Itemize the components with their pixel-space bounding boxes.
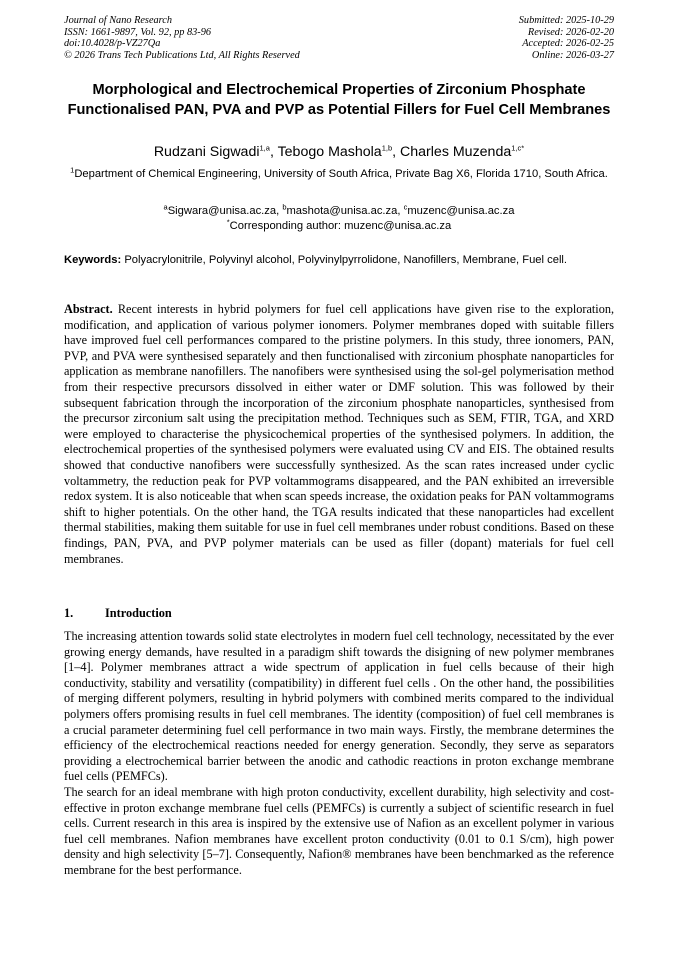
author-name: Rudzani Sigwadi (153, 144, 260, 160)
corresponding-mark: * (226, 217, 230, 227)
email-mark: a (163, 202, 168, 212)
author (400, 144, 524, 160)
paragraph: The search for an ideal membrane with high proton conductivity, excellent durability, high selectivity and cost-effective in proton exchange membrane fuel cells (PEMFCs) is currently a subject of scientific research in fuel cells. Current research in this area is inspired by the extensive use of Nafion as an excellent polymer in various fuel cell membranes. Nafion membranes have excellent proton conductivity (0.01 to 0.1 S/cm), high power density and high selectivity [5–7]. Consequently, Nafion® membranes have been benchmarked as the reference membrane for the best performance. (64, 784, 614, 877)
author-affil-mark: 1,b (381, 143, 393, 153)
journal-name: Journal of Nano Research (64, 15, 173, 26)
abstract-label: Abstract. (64, 302, 113, 316)
author-list (40, 143, 638, 161)
corresponding-author (64, 219, 614, 234)
corresponding-text: Corresponding author: muzenc@unisa.ac.za (229, 219, 452, 232)
affiliation-text: Department of Chemical Engineering, University of South Africa, Private Bag X6, Florida 1710, South Africa. (74, 168, 608, 180)
dates-header (519, 15, 614, 61)
keywords (64, 254, 614, 268)
email-separator: , (397, 205, 404, 217)
submitted-date: Submitted: 2025-10-29 (518, 15, 614, 26)
email-mark: b (282, 202, 287, 212)
author-name: Charles Muzenda (400, 144, 512, 160)
email-address[interactable]: Sigwara@unisa.ac.za (167, 205, 277, 217)
keywords-text: Polyacrylonitrile, Polyvinyl alcohol, Polyvinylpyrrolidone, Nanofillers, Membrane, Fuel cell. (124, 254, 568, 266)
author-separator: , (392, 144, 401, 160)
issn-line: ISSN: 1661-9897, Vol. 92, pp 83-96 (64, 26, 212, 38)
copyright-line: © 2026 Trans Tech Publications Ltd, All Rights Reserved (64, 49, 300, 61)
author (278, 144, 400, 160)
email-address[interactable]: muzenc@unisa.ac.za (407, 205, 515, 217)
email-mark: c (403, 202, 408, 212)
doi-line: doi:10.4028/p-VZ27Qa (64, 38, 161, 50)
email-separator: , (276, 205, 283, 217)
section-body (64, 629, 614, 879)
author-name: Tebogo Mashola (277, 144, 382, 160)
author-affil-mark: 1,a (259, 143, 270, 153)
affiliation (64, 167, 614, 182)
author-separator: , (269, 144, 278, 160)
abstract-text: Recent interests in hybrid polymers for fuel cell applications have given rise to the exploration, modification, and application of various polymer ionomers. Polymer membranes doped with suitable fillers have improved fuel cell performances compared to the pristine polymers. In this study, three ionomers, PAN, PVP, and PVA were synthesised separately and then functionalised with zirconium phosphate nanoparticles for application as membrane nanofillers. The nanofibers were synthesised using the sol-gel polymerisation method from their respective precursors dissolved in either water or DMF solution. This was followed by their subsequent fabrication through the incorporation of the zirconium phosphate nanoparticles, synthesised from the precursor zirconium salt using the precipitation method. Techniques such as SEM, FTIR, TGA, and XRD were employed to characterise the physicochemical properties of the synthesised polymers. In addition, the electrochemical properties of the synthesised polymers were evaluated using CV and EIS. The obtained results showed that conductive nanofibers were successfully synthesized. As the scan rates increased under cyclic voltammetry, the reduction peak for PVP voltammograms disappeared, and the PAN exhibited an irreversible redox system. It is also noticeable that when scan speeds increase, the oxidation peaks for PAN voltammograms shift to higher potentials. On the other hand, the TGA results indicated that these nanoparticles had excellent thermal stabilities, making them suitable for use in fuel cell membranes under robust conditions. Based on these findings, PAN, PVA, and PVP polymer materials can be used as filler (dopant) materials for fuel cell membranes. (64, 302, 615, 566)
keywords-label: Keywords: (64, 254, 122, 266)
author (154, 144, 278, 160)
abstract (64, 302, 614, 567)
email-address[interactable]: mashota@unisa.ac.za (286, 205, 398, 217)
online-date: Online: 2026-03-27 (531, 49, 614, 61)
author-affil-mark: 1,c* (511, 143, 525, 153)
email-line (64, 204, 614, 219)
paragraph: The increasing attention towards solid state electrolytes in modern fuel cell technology, necessitated by the ever growing energy demands, have resulted in a paradigm shift towards the disigning of new polymer membranes [1–4]. Polymer membranes attract a wide spectrum of application in fuel cells because of their high conductivity, stability and versatility (compatibility) in different fuel cells . On the other hand, the possibilities of merging different polymers, resulting in hybrid polymers with combined merits compared to the individual polymers offers promising results in fuel cell membranes. The identity (composition) of fuel cell membranes is a crucial parameter determining fuel cell performance in two main ways. Firstly, the membrane determines the efficiency of the electrochemical reactions needed for energy generation. Secondly, they serve as separators providing a electrochemical barrier between the anodic and cathodic reactions in proton exchange membrane fuel cells (PEMFCs). (64, 629, 614, 784)
contact-block (64, 204, 614, 234)
affiliation-mark: 1 (70, 165, 75, 175)
paper-title: Morphological and Electrochemical Properties of Zirconium Phosphate Functionalised PAN, PVA and PVP as Potential Fillers for Fuel Cell Membranes (67, 82, 611, 118)
revised-date: Revised: 2026-02-20 (527, 26, 614, 38)
section-heading (64, 606, 172, 621)
accepted-date: Accepted: 2026-02-25 (522, 38, 614, 50)
journal-header (64, 15, 300, 61)
section-title: Introduction (105, 606, 172, 620)
section-number: 1. (64, 606, 74, 620)
